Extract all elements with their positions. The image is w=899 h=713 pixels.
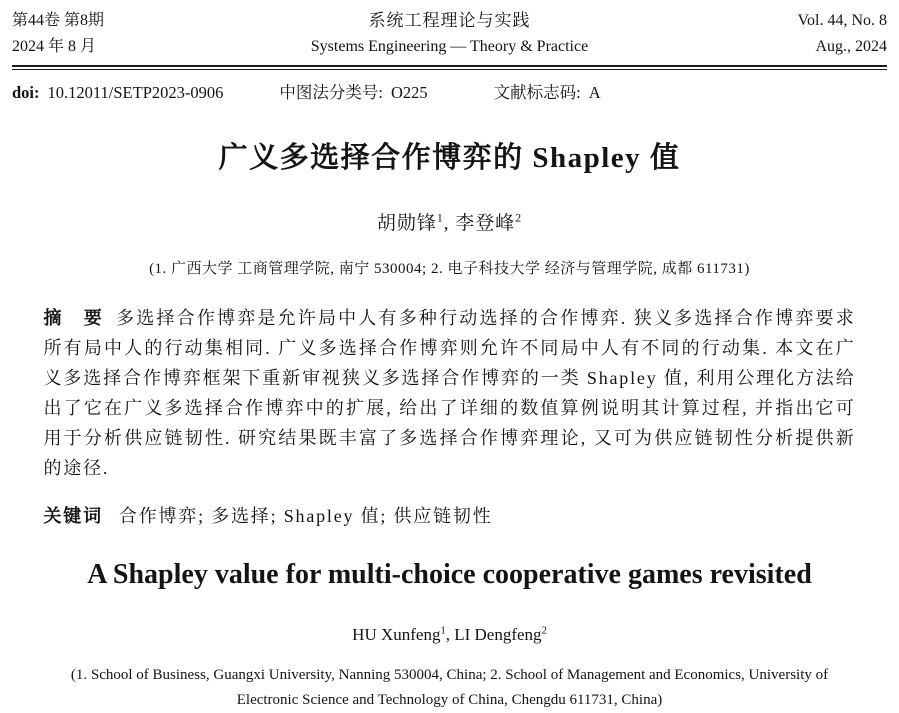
journal-name-en: Systems Engineering — Theory & Practice (310, 38, 589, 55)
journal-masthead (12, 8, 887, 60)
masthead-right (672, 8, 887, 60)
author-cn-2-name: 李登峰 (455, 213, 516, 235)
affiliation-en-line2: Electronic Science and Technology of China, Chengdu 611731, China) (236, 691, 663, 708)
affiliation-en-line1: (1. School of Business, Guangxi University, Nanning 530004, China; 2. School of Management and Economics, University of (70, 666, 829, 683)
author-separator: , (443, 213, 456, 235)
abstract-text: 多选择合作博弈是允许局中人有多种行动选择的合作博弈. 狭义多选择合作博弈要求所有局中人的行动集相同. 广义多选择合作博弈则允许不同局中人有不同的行动集. 本文在广义多选择合作博弈框架下重新审视狭义多选择合作博弈的一类 Shapley 值, 利用公理化方法给出了它在广义多选择合作博弈中的扩展, 给出了详细的数值算例说明其计算过程, 并指出它可用于分析供应链韧性. 研究结果既丰富了多选择合作博弈理论, 又可为供应链韧性分析提供新的途径. (43, 308, 856, 479)
author-en-2-name: LI Dengfeng (454, 624, 542, 644)
article-title-cn: 广义多选择合作博弈的 Shapley 值 (218, 142, 681, 174)
doi-label: doi: (12, 83, 40, 102)
volume-issue-cn: 第44卷 第8期 (12, 12, 105, 29)
header-divider-rule (12, 65, 887, 70)
author-en-1-name: HU Xunfeng (352, 624, 441, 644)
affiliation-en (12, 663, 887, 713)
article-title-en: A Shapley value for multi-choice cooperative games revisited (87, 559, 812, 591)
author-cn-1-sup: 1 (436, 212, 444, 225)
document-code-label: 文献标志码: (493, 83, 581, 102)
author-en-2 (454, 625, 547, 644)
document-code (494, 82, 601, 104)
author-cn-1-name: 胡勋锋 (376, 213, 437, 235)
author-en-1-sup: 1 (440, 625, 446, 637)
authors-cn (12, 206, 887, 237)
masthead-left (12, 8, 227, 60)
doi-value: 10.12011/SETP2023-0906 (47, 83, 224, 102)
volume-issue-en: Vol. 44, No. 8 (797, 12, 887, 29)
abstract-paragraph (44, 303, 856, 483)
author-separator: , (445, 624, 455, 644)
clc-value: O225 (390, 83, 428, 102)
keywords-label: 关键词 (43, 506, 103, 527)
affiliation-cn: (1. 广西大学 工商管理学院, 南宁 530004; 2. 电子科技大学 经济与管理学院, 成都 611731) (149, 261, 750, 278)
keywords-text: 合作博弈; 多选择; Shapley 值; 供应链韧性 (118, 506, 493, 527)
author-cn-2 (455, 213, 522, 234)
clc-label: 中图法分类号: (279, 83, 383, 102)
author-en-2-sup: 2 (541, 625, 547, 637)
document-code-value: A (588, 83, 601, 102)
clc-number (279, 82, 427, 104)
author-cn-2-sup: 2 (515, 212, 523, 225)
keywords-row (44, 501, 856, 531)
article-meta-row (12, 82, 887, 104)
doi (12, 82, 223, 104)
abstract-label: 摘 要 (43, 308, 105, 329)
journal-name-cn: 系统工程理论与实践 (368, 11, 531, 30)
author-cn-1 (377, 213, 455, 234)
masthead-center (227, 8, 672, 60)
author-en-1 (352, 625, 454, 644)
date-cn: 2024 年 8 月 (12, 38, 97, 55)
date-en: Aug., 2024 (815, 38, 887, 55)
authors-en (12, 619, 887, 647)
